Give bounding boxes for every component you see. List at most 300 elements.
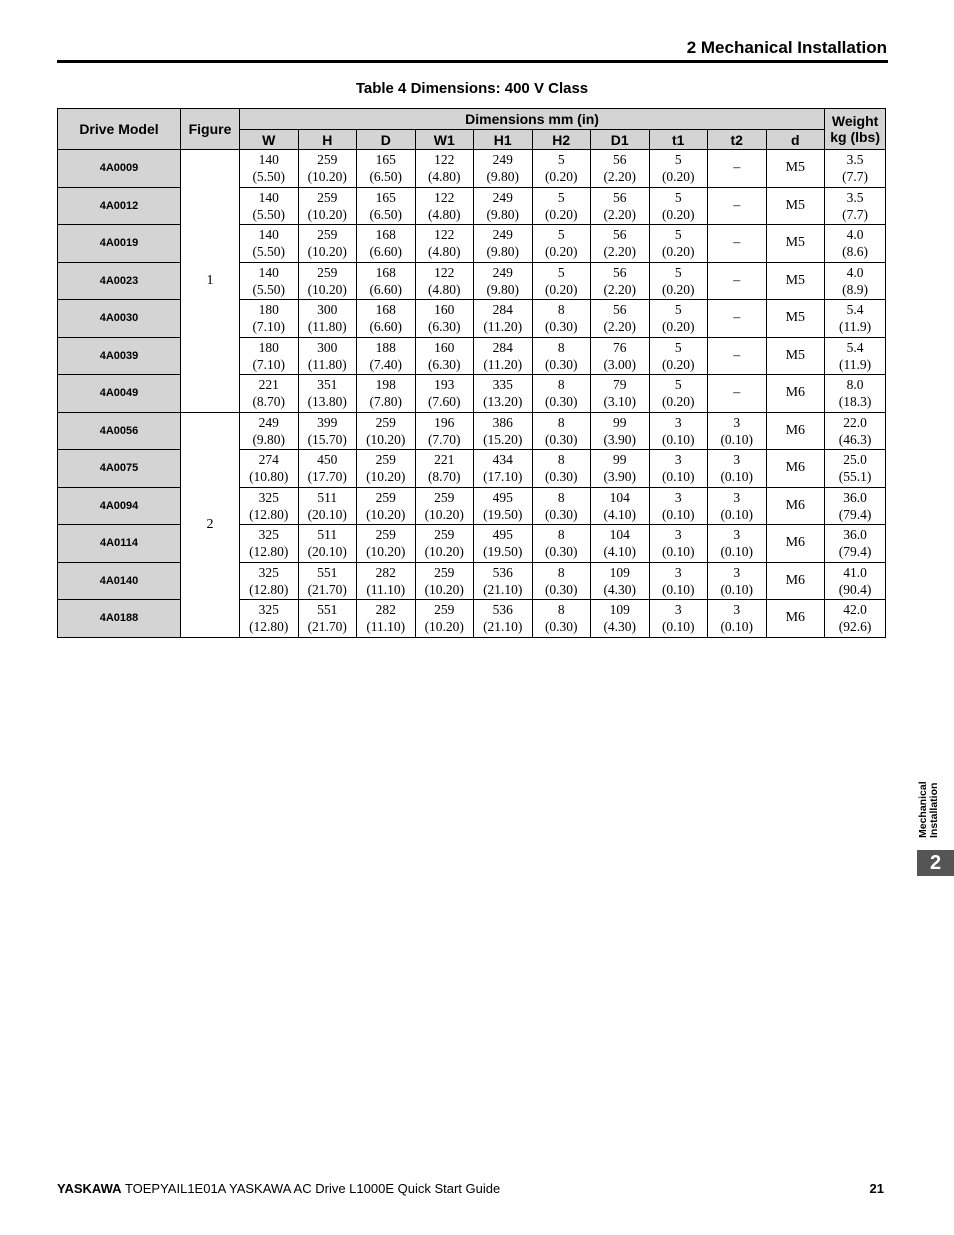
value-secondary: (6.60) [369,281,403,297]
value-secondary: (10.20) [307,281,347,297]
cell-t2 [708,187,767,225]
value-primary: 122 [434,152,455,168]
cell-h1 [474,412,533,450]
value-secondary: (2.20) [603,281,637,297]
cell-h [298,525,357,563]
value-secondary: (46.3) [838,431,872,447]
cell-d [766,450,825,488]
value-primary: M6 [785,385,806,401]
header-col-h2: H2 [532,130,591,150]
value-secondary: (6.30) [427,356,461,372]
header-col-h1: H1 [474,130,533,150]
value-primary: 5 [674,189,682,205]
value-secondary: (4.10) [603,506,637,522]
cell-weight [825,412,886,450]
section-title: 2 Mechanical Installation [686,38,887,57]
value-secondary: (0.20) [544,169,578,185]
value-primary: M6 [785,460,806,476]
cell-weight [825,225,886,263]
side-tab-label-line2: Installation [928,782,940,838]
value-primary: 3 [674,564,682,580]
value-secondary: (7.80) [369,394,403,410]
value-primary: 56 [613,227,627,243]
value-secondary: (0.10) [720,469,754,485]
cell-d [766,412,825,450]
cell-h [298,337,357,375]
value-primary: 536 [492,564,513,580]
cell-h1 [474,187,533,225]
value-primary: 188 [375,339,396,355]
value-secondary: (0.20) [661,356,695,372]
cell-h2 [532,562,591,600]
value-secondary: (0.30) [544,469,578,485]
value-primary: 3.5 [846,189,864,205]
value-primary: 259 [375,527,396,543]
cell-d1 [591,225,650,263]
cell-d [766,300,825,338]
dimensions-table [57,108,886,638]
cell-weight [825,600,886,638]
value-secondary: (10.20) [424,506,464,522]
cell-h [298,150,357,188]
value-primary: 3 [733,564,741,580]
value-primary: 249 [492,264,513,280]
footer [57,1181,500,1196]
cell-w [240,300,299,338]
value-secondary: (11.10) [366,581,406,597]
value-primary: 259 [434,527,455,543]
value-primary: 8.0 [846,377,864,393]
cell-w [240,450,299,488]
cell-d1 [591,375,650,413]
cell-t2 [708,300,767,338]
header-drive-model: Drive Model [58,109,181,150]
value-secondary: (4.80) [427,281,461,297]
value-secondary: (11.80) [307,356,347,372]
header-col-d1: D1 [591,130,650,150]
cell-h2 [532,525,591,563]
value-secondary: (10.20) [307,244,347,260]
cell-h2 [532,225,591,263]
value-primary: 4.0 [846,264,864,280]
value-primary: 180 [258,339,279,355]
page-number: 21 [869,1181,884,1196]
value-secondary: (4.30) [603,619,637,635]
cell-weight [825,487,886,525]
value-secondary: (0.30) [544,431,578,447]
cell-d1 [591,412,650,450]
cell-w1 [415,487,474,525]
value-secondary: (2.20) [603,206,637,222]
value-secondary: (0.20) [544,206,578,222]
value-primary: 5 [557,152,565,168]
value-primary: 3 [674,489,682,505]
cell-d [766,150,825,188]
value-secondary: (9.80) [252,431,286,447]
cell-weight [825,337,886,375]
value-secondary: (2.20) [603,244,637,260]
cell-d [357,225,416,263]
cell-h1 [474,337,533,375]
value-primary: 259 [317,152,338,168]
cell-h [298,562,357,600]
cell-weight [825,525,886,563]
value-secondary: (5.50) [252,206,286,222]
cell-weight [825,150,886,188]
cell-d [357,525,416,563]
value-secondary: (5.50) [252,244,286,260]
cell-h1 [474,525,533,563]
value-primary: 180 [258,302,279,318]
value-secondary: (0.20) [661,394,695,410]
value-primary: 4.0 [846,227,864,243]
value-secondary: (8.70) [252,394,286,410]
value-primary: 104 [609,489,630,505]
value-primary: 3 [674,527,682,543]
cell-t2 [708,412,767,450]
value-secondary: (10.20) [424,581,464,597]
cell-d1 [591,525,650,563]
value-primary: 140 [258,264,279,280]
value-secondary: (6.30) [427,319,461,335]
value-secondary: (7.70) [427,431,461,447]
value-primary: – [733,310,741,326]
value-primary: 104 [609,527,630,543]
value-primary: 8 [557,452,565,468]
cell-h [298,262,357,300]
cell-d1 [591,300,650,338]
cell-d [766,375,825,413]
cell-t2 [708,337,767,375]
cell-d1 [591,487,650,525]
cell-h [298,412,357,450]
cell-w [240,337,299,375]
table-title: Table 4 Dimensions: 400 V Class [355,80,589,97]
drive-model-cell: 4A0009 [58,150,181,188]
value-primary: 259 [434,564,455,580]
value-primary: 5 [557,227,565,243]
value-secondary: (0.30) [544,506,578,522]
value-primary: 160 [434,302,455,318]
value-secondary: (18.3) [838,394,872,410]
value-primary: 122 [434,227,455,243]
cell-h [298,187,357,225]
value-secondary: (4.80) [427,169,461,185]
cell-d [766,600,825,638]
value-primary: 3 [674,414,682,430]
value-primary: 3 [674,452,682,468]
value-primary: 5 [674,339,682,355]
value-primary: 56 [613,189,627,205]
side-tab-label [917,781,940,838]
value-primary: 259 [317,227,338,243]
value-primary: 551 [317,564,338,580]
cell-h2 [532,187,591,225]
value-secondary: (79.4) [838,544,872,560]
cell-d [766,525,825,563]
cell-h [298,225,357,263]
header-weight: Weight kg (lbs) [825,109,886,150]
value-secondary: (7.7) [842,206,869,222]
cell-d [766,562,825,600]
value-secondary: (0.10) [661,431,695,447]
value-secondary: (12.80) [249,581,289,597]
value-primary: 3 [674,602,682,618]
value-secondary: (8.9) [842,281,869,297]
value-primary: 259 [375,489,396,505]
value-secondary: (0.20) [544,281,578,297]
value-primary: 284 [492,339,513,355]
value-secondary: (0.10) [720,544,754,560]
value-primary: M5 [785,347,806,363]
value-secondary: (10.20) [366,506,406,522]
header-col-d: d [766,130,825,150]
value-secondary: (0.20) [661,244,695,260]
value-secondary: (7.10) [252,319,286,335]
cell-t2 [708,600,767,638]
value-secondary: (15.20) [483,431,523,447]
value-primary: 259 [434,489,455,505]
cell-h [298,600,357,638]
drive-model-cell: 4A0114 [58,525,181,563]
value-secondary: (7.10) [252,356,286,372]
figure-cell: 2 [181,412,240,637]
cell-d [766,225,825,263]
header-dimensions-group: Dimensions mm (in) [240,109,825,130]
cell-w1 [415,187,474,225]
value-primary: 300 [317,339,338,355]
cell-w [240,600,299,638]
cell-t2 [708,375,767,413]
value-primary: 351 [317,377,338,393]
cell-w1 [415,300,474,338]
value-secondary: (90.4) [838,581,872,597]
value-primary: 122 [434,264,455,280]
value-primary: 249 [492,189,513,205]
cell-d [357,562,416,600]
cell-t2 [708,262,767,300]
value-primary: 198 [375,377,396,393]
value-primary: 99 [613,414,627,430]
value-primary: 25.0 [843,452,867,468]
value-secondary: (0.20) [661,169,695,185]
value-secondary: (0.30) [544,544,578,560]
value-secondary: (2.20) [603,169,637,185]
value-secondary: (0.10) [720,506,754,522]
cell-w [240,412,299,450]
value-primary: 8 [557,377,565,393]
value-primary: 3.5 [846,152,864,168]
value-secondary: (0.20) [661,281,695,297]
cell-weight [825,375,886,413]
value-secondary: (92.6) [838,619,872,635]
value-primary: 3 [733,452,741,468]
value-primary: 41.0 [843,564,867,580]
value-primary: 165 [375,152,396,168]
value-primary: 536 [492,602,513,618]
cell-w [240,187,299,225]
value-primary: 140 [258,152,279,168]
footer-text: TOEPYAIL1E01A YASKAWA AC Drive L1000E Quick Start Guide [124,1181,501,1196]
cell-d [357,262,416,300]
value-primary: 122 [434,189,455,205]
header-rule [57,60,888,63]
value-primary: 259 [434,602,455,618]
value-primary: 5 [674,227,682,243]
value-secondary: (3.10) [603,394,637,410]
cell-h2 [532,487,591,525]
value-primary: 168 [375,264,396,280]
value-primary: M6 [785,422,806,438]
value-secondary: (55.1) [838,469,872,485]
value-secondary: (7.60) [427,394,461,410]
value-secondary: (4.80) [427,206,461,222]
value-primary: M6 [785,535,806,551]
value-secondary: (17.10) [483,469,523,485]
cell-h1 [474,225,533,263]
value-secondary: (4.10) [603,544,637,560]
value-primary: 168 [375,227,396,243]
cell-w1 [415,600,474,638]
value-primary: 3 [733,489,741,505]
value-secondary: (4.30) [603,581,637,597]
header-col-h: H [298,130,357,150]
value-secondary: (0.10) [720,431,754,447]
cell-w [240,562,299,600]
cell-d1 [591,262,650,300]
cell-w1 [415,525,474,563]
cell-w1 [415,150,474,188]
cell-w1 [415,562,474,600]
drive-model-cell: 4A0094 [58,487,181,525]
value-primary: 495 [492,527,513,543]
value-primary: 8 [557,414,565,430]
value-secondary: (10.20) [307,206,347,222]
value-primary: 511 [317,527,338,543]
value-primary: – [733,160,741,176]
header-figure: Figure [181,109,240,150]
value-primary: 259 [317,264,338,280]
cell-h2 [532,450,591,488]
value-primary: 109 [609,602,630,618]
value-secondary: (11.9) [839,356,872,372]
value-primary: 8 [557,489,565,505]
side-tab-label-line1: Mechanical [917,781,929,838]
value-primary: 99 [613,452,627,468]
value-primary: 434 [492,452,513,468]
value-primary: 249 [492,152,513,168]
figure-cell: 1 [181,150,240,413]
cell-h1 [474,600,533,638]
value-secondary: (11.10) [366,619,406,635]
value-secondary: (20.10) [307,506,347,522]
cell-t1 [649,600,708,638]
cell-h1 [474,262,533,300]
cell-d [357,337,416,375]
value-primary: 168 [375,302,396,318]
cell-d [766,487,825,525]
value-primary: 249 [492,227,513,243]
value-secondary: (21.10) [483,619,523,635]
cell-t2 [708,450,767,488]
value-primary: 284 [492,302,513,318]
value-secondary: (12.80) [249,544,289,560]
value-secondary: (12.80) [249,506,289,522]
value-secondary: (10.80) [249,469,289,485]
cell-t2 [708,562,767,600]
value-secondary: (21.70) [307,619,347,635]
value-secondary: (0.10) [720,619,754,635]
value-primary: 56 [613,264,627,280]
value-primary: 56 [613,152,627,168]
value-primary: 36.0 [843,527,867,543]
cell-d [357,187,416,225]
value-secondary: (0.30) [544,619,578,635]
value-secondary: (21.10) [483,581,523,597]
cell-t1 [649,225,708,263]
value-primary: 5 [674,377,682,393]
drive-model-cell: 4A0019 [58,225,181,263]
value-primary: M5 [785,310,806,326]
value-primary: 325 [258,489,279,505]
cell-t1 [649,525,708,563]
value-secondary: (10.20) [366,544,406,560]
value-primary: 3 [733,602,741,618]
cell-t1 [649,150,708,188]
value-secondary: (17.70) [307,469,347,485]
cell-t2 [708,525,767,563]
value-secondary: (3.90) [603,431,637,447]
value-secondary: (6.60) [369,244,403,260]
value-primary: 259 [375,452,396,468]
cell-h1 [474,300,533,338]
value-secondary: (11.9) [839,319,872,335]
value-secondary: (15.70) [307,431,347,447]
cell-d [357,487,416,525]
value-primary: 325 [258,602,279,618]
cell-d [357,600,416,638]
value-secondary: (0.20) [544,244,578,260]
cell-t1 [649,187,708,225]
value-primary: 282 [375,602,396,618]
cell-weight [825,262,886,300]
value-primary: M5 [785,235,806,251]
cell-d [766,187,825,225]
value-primary: M6 [785,497,806,513]
value-secondary: (9.80) [486,206,520,222]
cell-d1 [591,450,650,488]
cell-h1 [474,375,533,413]
value-primary: 495 [492,489,513,505]
chapter-tab: 2 [917,850,954,876]
value-secondary: (19.50) [483,544,523,560]
value-primary: 259 [375,414,396,430]
cell-d1 [591,337,650,375]
value-primary: 8 [557,564,565,580]
cell-d [766,337,825,375]
value-secondary: (0.30) [544,319,578,335]
value-secondary: (5.50) [252,281,286,297]
cell-weight [825,187,886,225]
value-secondary: (9.80) [486,169,520,185]
cell-t1 [649,450,708,488]
cell-h2 [532,262,591,300]
value-secondary: (6.50) [369,169,403,185]
cell-w [240,487,299,525]
value-primary: 5 [557,264,565,280]
value-primary: 386 [492,414,513,430]
value-primary: 300 [317,302,338,318]
